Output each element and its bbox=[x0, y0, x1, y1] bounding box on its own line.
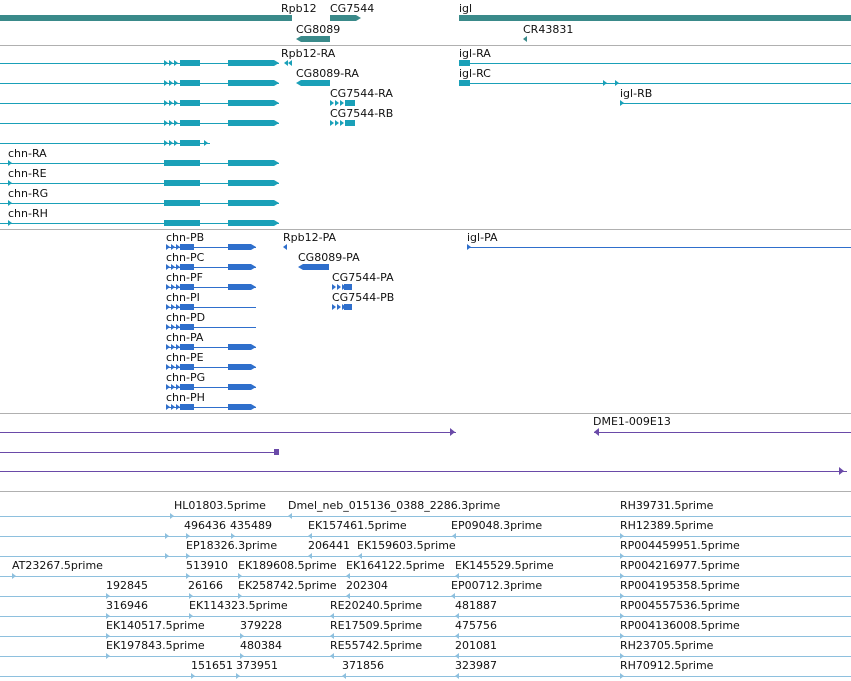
feature-exon-box[interactable] bbox=[345, 100, 355, 106]
gene-cr43831-glyph[interactable] bbox=[523, 36, 527, 42]
protein-label[interactable]: CG7544-PA bbox=[332, 271, 394, 284]
strand-chevron-icon[interactable] bbox=[176, 284, 180, 290]
feature-exon-box[interactable] bbox=[459, 80, 470, 86]
feature-exon-box[interactable] bbox=[180, 364, 194, 370]
protein-label[interactable]: chn-PD bbox=[166, 311, 206, 324]
est-label[interactable]: 481887 bbox=[455, 599, 497, 612]
transcript-label[interactable]: CG7544-RB bbox=[330, 107, 394, 120]
strand-arrow-icon[interactable] bbox=[8, 180, 12, 186]
strand-chevron-icon[interactable] bbox=[171, 304, 175, 310]
strand-chevron-icon[interactable] bbox=[330, 100, 334, 106]
strand-chevron-icon[interactable] bbox=[166, 404, 170, 410]
strand-arrow-icon[interactable] bbox=[450, 428, 455, 436]
est-label[interactable]: EK145529.5prime bbox=[455, 559, 554, 572]
est-label[interactable]: EP18326.3prime bbox=[186, 539, 278, 552]
est-label[interactable]: 26166 bbox=[188, 579, 223, 592]
feature-exon-box[interactable] bbox=[180, 80, 200, 86]
est-label[interactable]: 202304 bbox=[346, 579, 388, 592]
est-label[interactable]: RP004195358.5prime bbox=[620, 579, 740, 592]
protein-label[interactable]: chn-PH bbox=[166, 391, 205, 404]
gene-label[interactable]: igl bbox=[459, 2, 473, 15]
est-direction-icon[interactable] bbox=[620, 673, 624, 679]
est-label[interactable]: RP004557536.5prime bbox=[620, 599, 740, 612]
strand-chevron-icon[interactable] bbox=[176, 344, 180, 350]
feature-exon-arrow[interactable] bbox=[228, 284, 256, 290]
feature-exon-box[interactable] bbox=[180, 384, 194, 390]
strand-chevron-icon[interactable] bbox=[174, 80, 178, 86]
feature-exon-arrow[interactable] bbox=[228, 364, 256, 370]
est-direction-icon[interactable] bbox=[165, 553, 169, 559]
feature-exon-box[interactable] bbox=[180, 304, 194, 310]
feature-exon-box[interactable] bbox=[180, 60, 200, 66]
est-label[interactable]: 316946 bbox=[106, 599, 148, 612]
est-label[interactable]: 192845 bbox=[106, 579, 148, 592]
strand-chevron-icon[interactable] bbox=[335, 100, 339, 106]
strand-chevron-icon[interactable] bbox=[332, 284, 336, 290]
strand-chevron-icon[interactable] bbox=[174, 60, 178, 66]
feature-exon-box[interactable] bbox=[180, 120, 200, 126]
strand-chevron-icon[interactable] bbox=[171, 264, 175, 270]
strand-arrow-icon[interactable] bbox=[288, 60, 292, 66]
strand-chevron-icon[interactable] bbox=[171, 384, 175, 390]
gene-cg7544-glyph[interactable] bbox=[330, 15, 361, 21]
feature-exon-arrow[interactable] bbox=[228, 100, 279, 106]
feature-exon-arrow[interactable] bbox=[228, 220, 279, 226]
feature-exon-arrow[interactable] bbox=[228, 384, 256, 390]
strand-chevron-icon[interactable] bbox=[166, 264, 170, 270]
est-label[interactable]: 371856 bbox=[342, 659, 384, 672]
est-label[interactable]: EK157461.5prime bbox=[308, 519, 407, 532]
protein-label[interactable]: Rpb12-PA bbox=[283, 231, 337, 244]
gene-label[interactable]: CG7544 bbox=[330, 2, 375, 15]
protein-label[interactable]: chn-PC bbox=[166, 251, 205, 264]
feature-exon-arrow[interactable] bbox=[298, 264, 329, 270]
feature-exon-box[interactable] bbox=[180, 264, 194, 270]
protein-label[interactable]: CG8089-PA bbox=[298, 251, 360, 264]
gene-label[interactable]: CR43831 bbox=[523, 23, 574, 36]
feature-exon-arrow[interactable] bbox=[228, 200, 279, 206]
feature-exon-box[interactable] bbox=[344, 304, 352, 310]
feature-exon-box[interactable] bbox=[180, 284, 194, 290]
est-label[interactable]: 513910 bbox=[186, 559, 228, 572]
feature-exon-box[interactable] bbox=[164, 220, 200, 226]
strand-chevron-icon[interactable] bbox=[169, 120, 173, 126]
strand-chevron-icon[interactable] bbox=[169, 100, 173, 106]
gene-cg8089-glyph[interactable] bbox=[296, 36, 330, 42]
strand-chevron-icon[interactable] bbox=[166, 344, 170, 350]
feature-exon-box[interactable] bbox=[180, 324, 194, 330]
est-label[interactable]: RP004136008.5prime bbox=[620, 619, 740, 632]
strand-chevron-icon[interactable] bbox=[164, 120, 168, 126]
est-label[interactable]: EP00712.3prime bbox=[451, 579, 543, 592]
feature-exon-box[interactable] bbox=[180, 100, 200, 106]
clone-end-box[interactable] bbox=[274, 449, 279, 455]
strand-chevron-icon[interactable] bbox=[164, 60, 168, 66]
protein-label[interactable]: chn-PI bbox=[166, 291, 200, 304]
est-label[interactable]: HL01803.5prime bbox=[174, 499, 266, 512]
est-label[interactable]: 206441 bbox=[308, 539, 350, 552]
est-direction-icon[interactable] bbox=[330, 653, 334, 659]
est-label[interactable]: RH70912.5prime bbox=[620, 659, 714, 672]
est-label[interactable]: 480384 bbox=[240, 639, 282, 652]
strand-arrow-icon[interactable] bbox=[467, 244, 471, 250]
feature-exon-arrow[interactable] bbox=[228, 180, 279, 186]
transcript-label[interactable]: igl-RC bbox=[459, 67, 491, 80]
est-label[interactable]: RE17509.5prime bbox=[330, 619, 423, 632]
strand-chevron-icon[interactable] bbox=[176, 264, 180, 270]
gene-igl-glyph[interactable] bbox=[459, 15, 851, 21]
transcript-label[interactable]: chn-RG bbox=[8, 187, 49, 200]
strand-chevron-icon[interactable] bbox=[176, 304, 180, 310]
transcript-label[interactable]: chn-RA bbox=[8, 147, 47, 160]
feature-exon-arrow[interactable] bbox=[228, 244, 256, 250]
gene-label[interactable]: Rpb12 bbox=[281, 2, 317, 15]
protein-label[interactable]: chn-PB bbox=[166, 231, 205, 244]
strand-chevron-icon[interactable] bbox=[340, 120, 344, 126]
gene-chn-glyph[interactable] bbox=[0, 15, 291, 21]
strand-chevron-icon[interactable] bbox=[169, 60, 173, 66]
est-label[interactable]: RE20240.5prime bbox=[330, 599, 423, 612]
est-label[interactable]: RP004459951.5prime bbox=[620, 539, 740, 552]
transcript-label[interactable]: CG7544-RA bbox=[330, 87, 393, 100]
feature-exon-arrow[interactable] bbox=[228, 160, 279, 166]
transcript-label[interactable]: chn-RH bbox=[8, 207, 48, 220]
est-label[interactable]: 373951 bbox=[236, 659, 278, 672]
transcript-label[interactable]: igl-RA bbox=[459, 47, 491, 60]
strand-chevron-icon[interactable] bbox=[176, 404, 180, 410]
est-label[interactable]: AT23267.5prime bbox=[12, 559, 103, 572]
est-label[interactable]: RH39731.5prime bbox=[620, 499, 714, 512]
est-direction-icon[interactable] bbox=[165, 533, 169, 539]
est-label[interactable]: EK114323.5prime bbox=[189, 599, 288, 612]
strand-chevron-icon[interactable] bbox=[330, 120, 334, 126]
strand-chevron-icon[interactable] bbox=[335, 120, 339, 126]
feature-exon-box[interactable] bbox=[180, 140, 200, 146]
est-direction-icon[interactable] bbox=[170, 513, 174, 519]
strand-chevron-icon[interactable] bbox=[166, 284, 170, 290]
strand-chevron-icon[interactable] bbox=[166, 304, 170, 310]
strand-arrow-icon[interactable] bbox=[615, 80, 619, 86]
feature-exon-arrow[interactable] bbox=[228, 60, 279, 66]
strand-chevron-icon[interactable] bbox=[171, 364, 175, 370]
est-label[interactable]: EK159603.5prime bbox=[357, 539, 456, 552]
est-label[interactable]: EK258742.5prime bbox=[238, 579, 337, 592]
protein-label[interactable]: igl-PA bbox=[467, 231, 498, 244]
strand-chevron-icon[interactable] bbox=[340, 100, 344, 106]
strand-chevron-icon[interactable] bbox=[166, 324, 170, 330]
est-label[interactable]: 151651 bbox=[191, 659, 233, 672]
feature-exon-box[interactable] bbox=[344, 284, 352, 290]
est-label[interactable]: 201081 bbox=[455, 639, 497, 652]
est-label[interactable]: RP004216977.5prime bbox=[620, 559, 740, 572]
clone-label[interactable]: DME1-009E13 bbox=[593, 415, 671, 428]
feature-exon-arrow[interactable] bbox=[296, 80, 330, 86]
strand-chevron-icon[interactable] bbox=[176, 364, 180, 370]
strand-chevron-icon[interactable] bbox=[171, 344, 175, 350]
est-label[interactable]: 379228 bbox=[240, 619, 282, 632]
est-label[interactable]: 435489 bbox=[230, 519, 272, 532]
feature-exon-box[interactable] bbox=[180, 404, 194, 410]
strand-chevron-icon[interactable] bbox=[174, 100, 178, 106]
est-label[interactable]: RH23705.5prime bbox=[620, 639, 714, 652]
strand-chevron-icon[interactable] bbox=[171, 284, 175, 290]
strand-arrow-icon[interactable] bbox=[204, 140, 208, 146]
strand-chevron-icon[interactable] bbox=[166, 384, 170, 390]
est-direction-icon[interactable] bbox=[455, 673, 459, 679]
strand-chevron-icon[interactable] bbox=[176, 244, 180, 250]
protein-label[interactable]: CG7544-PB bbox=[332, 291, 395, 304]
feature-exon-arrow[interactable] bbox=[228, 344, 256, 350]
strand-chevron-icon[interactable] bbox=[169, 140, 173, 146]
strand-chevron-icon[interactable] bbox=[176, 384, 180, 390]
est-label[interactable]: Dmel_neb_015136_0388_2286.3prime bbox=[288, 499, 501, 512]
feature-exon-arrow[interactable] bbox=[228, 404, 256, 410]
strand-chevron-icon[interactable] bbox=[337, 304, 341, 310]
est-direction-icon[interactable] bbox=[288, 513, 292, 519]
protein-label[interactable]: chn-PG bbox=[166, 371, 206, 384]
protein-label[interactable]: chn-PF bbox=[166, 271, 203, 284]
strand-arrow-icon[interactable] bbox=[603, 80, 607, 86]
strand-arrow-icon[interactable] bbox=[620, 100, 624, 106]
feature-exon-box[interactable] bbox=[164, 200, 200, 206]
strand-arrow-icon[interactable] bbox=[8, 160, 12, 166]
strand-chevron-icon[interactable] bbox=[166, 364, 170, 370]
transcript-label[interactable]: igl-RB bbox=[620, 87, 653, 100]
est-direction-icon[interactable] bbox=[12, 573, 16, 579]
feature-exon-box[interactable] bbox=[164, 160, 200, 166]
transcript-label[interactable]: Rpb12-RA bbox=[281, 47, 336, 60]
strand-arrow-icon[interactable] bbox=[8, 220, 12, 226]
strand-chevron-icon[interactable] bbox=[164, 80, 168, 86]
feature-exon-box[interactable] bbox=[164, 180, 200, 186]
transcript-label[interactable]: chn-RE bbox=[8, 167, 47, 180]
strand-chevron-icon[interactable] bbox=[337, 284, 341, 290]
feature-exon-box[interactable] bbox=[180, 344, 194, 350]
est-label[interactable]: RH12389.5prime bbox=[620, 519, 714, 532]
strand-chevron-icon[interactable] bbox=[164, 100, 168, 106]
est-direction-icon[interactable] bbox=[106, 653, 110, 659]
strand-chevron-icon[interactable] bbox=[171, 404, 175, 410]
est-direction-icon[interactable] bbox=[191, 673, 195, 679]
est-label[interactable]: 323987 bbox=[455, 659, 497, 672]
est-label[interactable]: 496436 bbox=[184, 519, 226, 532]
feature-exon-box[interactable] bbox=[459, 60, 470, 66]
strand-chevron-icon[interactable] bbox=[166, 244, 170, 250]
feature-exon-box[interactable] bbox=[180, 244, 194, 250]
strand-arrow-icon[interactable] bbox=[839, 467, 844, 475]
strand-chevron-icon[interactable] bbox=[174, 120, 178, 126]
strand-chevron-icon[interactable] bbox=[171, 324, 175, 330]
strand-arrow-icon[interactable] bbox=[594, 428, 599, 436]
strand-chevron-icon[interactable] bbox=[164, 140, 168, 146]
strand-chevron-icon[interactable] bbox=[171, 244, 175, 250]
est-label[interactable]: 475756 bbox=[455, 619, 497, 632]
feature-exon-arrow[interactable] bbox=[228, 120, 279, 126]
strand-chevron-icon[interactable] bbox=[174, 140, 178, 146]
protein-label[interactable]: chn-PE bbox=[166, 351, 204, 364]
strand-chevron-icon[interactable] bbox=[176, 324, 180, 330]
strand-arrow-icon[interactable] bbox=[283, 244, 287, 250]
strand-chevron-icon[interactable] bbox=[169, 80, 173, 86]
feature-exon-arrow[interactable] bbox=[228, 264, 256, 270]
est-label[interactable]: EK140517.5prime bbox=[106, 619, 205, 632]
transcript-label[interactable]: CG8089-RA bbox=[296, 67, 359, 80]
est-label[interactable]: EP09048.3prime bbox=[451, 519, 543, 532]
est-direction-icon[interactable] bbox=[236, 673, 240, 679]
est-label[interactable]: EK189608.5prime bbox=[238, 559, 337, 572]
feature-exon-box[interactable] bbox=[345, 120, 355, 126]
strand-arrow-icon[interactable] bbox=[8, 200, 12, 206]
gene-label[interactable]: CG8089 bbox=[296, 23, 341, 36]
strand-chevron-icon[interactable] bbox=[332, 304, 336, 310]
est-direction-icon[interactable] bbox=[342, 673, 346, 679]
est-label[interactable]: EK197843.5prime bbox=[106, 639, 205, 652]
feature-exon-arrow[interactable] bbox=[228, 80, 279, 86]
est-label[interactable]: RE55742.5prime bbox=[330, 639, 423, 652]
strand-arrow-icon[interactable] bbox=[284, 60, 288, 66]
protein-label[interactable]: chn-PA bbox=[166, 331, 204, 344]
est-label[interactable]: EK164122.5prime bbox=[346, 559, 445, 572]
